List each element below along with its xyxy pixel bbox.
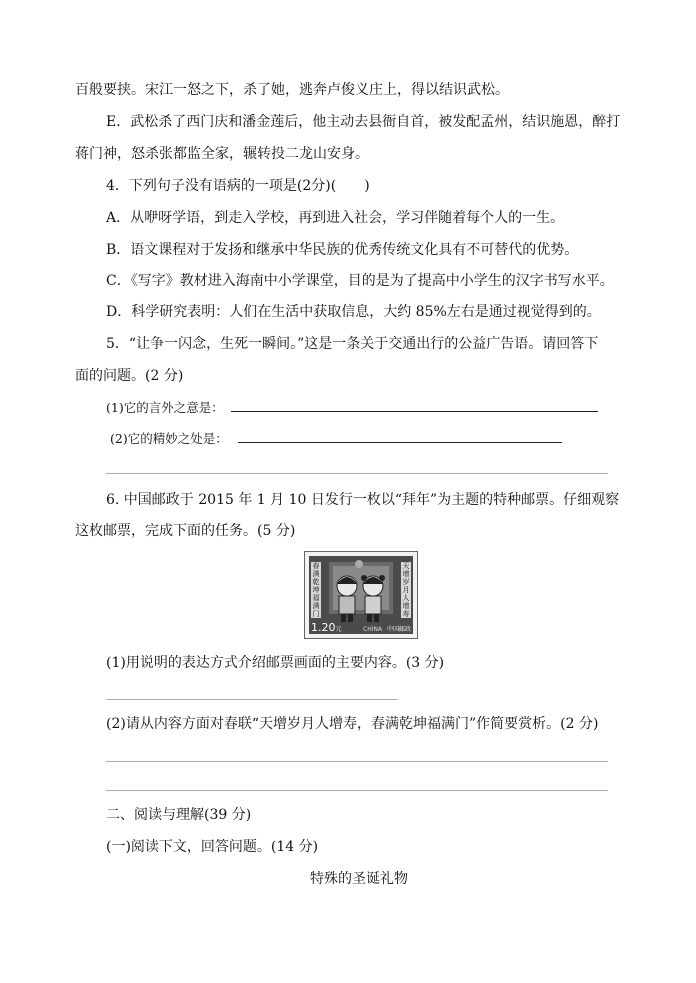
question-6-line-2: 这枚邮票，完成下面的任务。(5 分) <box>75 523 296 539</box>
option-e-line-1: E．武松杀了西门庆和潘金莲后，他主动去县衙自首，被发配孟州，结识施恩，醉打 <box>106 114 621 130</box>
text-line: 百般要挟。宋江一怒之下，杀了她，逃奔卢俊义庄上，得以结识武松。 <box>75 82 509 98</box>
question-5-line-2: 面的问题。(2 分) <box>75 368 184 384</box>
answer-line <box>106 473 608 474</box>
answer-line <box>231 411 598 412</box>
option-e-line-2: 蒋门神，怒杀张都监全家，辗转投二龙山安身。 <box>75 146 369 162</box>
question-4-option-c: C．《写字》教材进入海南中小学课堂，目的是为了提高中小学生的汉字书写水平。 <box>106 273 614 289</box>
stamp-country: CHINA <box>363 626 383 633</box>
question-5-sub-1: (1)它的言外之意是： <box>106 400 224 415</box>
question-4-option-a: A．从咿呀学语，到走入学校，再到进入社会，学习伴随着每个人的一生。 <box>106 210 565 226</box>
answer-line <box>238 442 562 443</box>
stamp-post-label: 中国邮政 <box>386 626 411 633</box>
section-2-heading: 二、阅读与理解(39 分) <box>106 807 252 823</box>
question-6-sub-2: (2)请从内容方面对春联“天增岁月人增寿，春满乾坤福满门”作简要赏析。(2 分) <box>106 716 599 732</box>
question-4-option-b: B．语文课程对于发扬和继承中华民族的优秀传统文化具有不可替代的优势。 <box>106 242 579 258</box>
question-4: 4．下列句子没有语病的一项是(2分)( ) <box>106 178 370 194</box>
question-5-line-1: 5．“让争一闪念，生死一瞬间。”这是一条关于交通出行的公益广告语。请回答下 <box>106 336 599 352</box>
question-5-sub-2: (2)它的精妙之处是： <box>110 431 228 446</box>
stamp-value: 1.20元 <box>311 621 342 634</box>
answer-line <box>106 699 398 700</box>
stamp-artwork <box>309 556 413 634</box>
stamp-image <box>304 551 418 639</box>
question-6-line-1: 6. 中国邮政于 2015 年 1 月 10 日发行一枚以“拜年”为主题的特种邮票。仔细观察 <box>106 492 620 508</box>
stamp-couplet-right: 天增岁月人增寿 <box>402 562 410 618</box>
question-6-sub-1: (1)用说明的表达方式介绍邮票画面的主要内容。(3 分) <box>106 655 445 671</box>
answer-line <box>106 790 608 791</box>
article-title: 特殊的圣诞礼物 <box>310 871 408 887</box>
subsection-1-heading: (一)阅读下文，回答问题。(14 分) <box>106 839 319 855</box>
stamp-couplet-left: 春满乾坤福满门 <box>312 562 320 618</box>
question-4-option-d: D．科学研究表明：人们在生活中获取信息，大约 85%左右是通过视觉得到的。 <box>106 304 601 320</box>
answer-line <box>106 761 608 762</box>
